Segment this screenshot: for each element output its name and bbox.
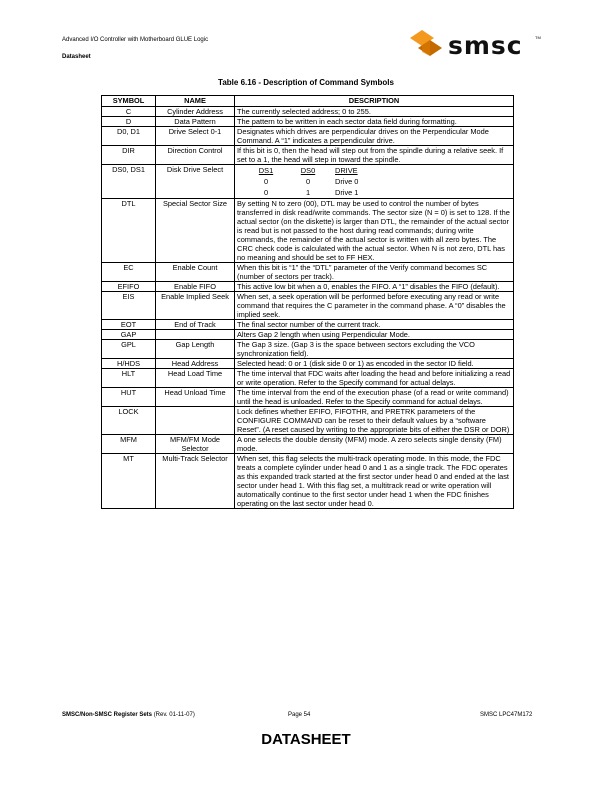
row-symbol: DIR — [102, 146, 156, 165]
row-symbol: C — [102, 107, 156, 117]
row-name — [156, 407, 235, 435]
row-symbol: MT — [102, 454, 156, 509]
row-symbol: HUT — [102, 388, 156, 407]
table-row — [102, 340, 514, 359]
row-name: Head Address — [156, 359, 235, 369]
footer-revision: (Rev. 01-11-07) — [153, 712, 195, 718]
row-name — [156, 330, 235, 340]
row-description: Designates which drives are perpendicular drives on the Perpendicular Mode Command. A “1” indicates a perpendicular drive. — [235, 127, 514, 146]
row-name: Head Load Time — [156, 369, 235, 388]
ds-cell: 0 — [263, 188, 269, 197]
row-description: By setting N to zero (00), DTL may be used to control the number of bytes transferred in disk read/write commands. The sector size (N = 0) is set to 128. If the actual sector (on the diskette) is larger than DTL, the remainder of the actual sector is read but is not passed to the host during read commands; during write commands, the remainder of the actual sector is written with all zero bytes. The CRC check code is calculated with the actual sector. When N is not zero, DTL has no meaning and should be set to FF HEX. — [235, 199, 514, 263]
col-header-description: DESCRIPTION — [235, 96, 514, 107]
row-name: Multi-Track Selector — [156, 454, 235, 509]
ds-cell: Drive 1 — [335, 188, 359, 197]
table-row — [102, 146, 514, 165]
row-description: When set, a seek operation will be performed before executing any read or write command that requires the C parameter in the command phase. A “0” disables the implied seek. — [235, 292, 514, 320]
ds-header-drive: DRIVE — [335, 166, 358, 175]
row-name: Enable FIFO — [156, 282, 235, 292]
row-name: MFM/FM Mode Selector — [156, 435, 235, 454]
table-row — [102, 263, 514, 282]
row-symbol: EOT — [102, 320, 156, 330]
table-row — [102, 320, 514, 330]
row-description — [235, 165, 514, 199]
row-description: The Gap 3 size. (Gap 3 is the space between sectors excluding the VCO synchronization field). — [235, 340, 514, 359]
row-description: The time interval that FDC waits after loading the head and before initializing a read or write operation. Refer to the Specify command for actual delays. — [235, 369, 514, 388]
ds-header-ds0: DS0 — [300, 166, 316, 175]
col-header-name: NAME — [156, 96, 235, 107]
table-row — [102, 199, 514, 263]
row-name: Head Unload Time — [156, 388, 235, 407]
document-type: Datasheet — [62, 54, 91, 60]
ds-cell: Drive 0 — [335, 177, 359, 186]
row-name: Cylinder Address — [156, 107, 235, 117]
col-header-symbol: SYMBOL — [102, 96, 156, 107]
row-name: Disk Drive Select — [156, 165, 235, 199]
smsc-logo-icon — [410, 30, 444, 60]
row-description: The final sector number of the current track. — [235, 320, 514, 330]
row-description: The time interval from the end of the execution phase (of a read or write command) until the head is unloaded. Refer to the Specify command for actual delays. — [235, 388, 514, 407]
row-description: Alters Gap 2 length when using Perpendicular Mode. — [235, 330, 514, 340]
footer-part-number: SMSC LPC47M172 — [480, 712, 533, 718]
document-title: Advanced I/O Controller with Motherboard GLUE Logic — [62, 37, 209, 43]
footer-page-number: Page 54 — [288, 712, 311, 718]
table-row — [102, 407, 514, 435]
row-symbol: DS0, DS1 — [102, 165, 156, 199]
table-row — [102, 107, 514, 117]
footer-section-name: SMSC/Non-SMSC Register Sets — [62, 712, 153, 718]
table-row — [102, 359, 514, 369]
row-description: The currently selected address; 0 to 255. — [235, 107, 514, 117]
command-symbols-table — [101, 95, 514, 509]
footer-datasheet-label: DATASHEET — [261, 731, 351, 748]
row-name: Data Pattern — [156, 117, 235, 127]
table-row — [102, 435, 514, 454]
row-name: Enable Implied Seek — [156, 292, 235, 320]
row-name: Gap Length — [156, 340, 235, 359]
table-row — [102, 454, 514, 509]
logo-wordmark: smsc — [448, 31, 523, 60]
row-symbol: DTL — [102, 199, 156, 263]
table-header-row — [102, 96, 514, 107]
row-symbol: GPL — [102, 340, 156, 359]
row-description: When set, this flag selects the multi-track operating mode. In this mode, the FDC treats a complete cylinder under head 0 and 1 as a single track. The FDC operates as this expanded track started at the first sector under head 0 and ended at the last sector under head 1. With this flag set, a multitrack read or write operation will automatically continue to the first sector under head 1 when the FDC finishes operating on the last sector under head 0. — [235, 454, 514, 509]
row-symbol: MFM — [102, 435, 156, 454]
row-description: If this bit is 0, then the head will step out from the spindle during a relative seek. If set to a 1, the head will step in toward the spindle. — [235, 146, 514, 165]
footer-section-title — [62, 712, 195, 718]
table-row — [102, 330, 514, 340]
smsc-logo — [410, 30, 560, 60]
row-name: Direction Control — [156, 146, 235, 165]
row-name: Special Sector Size — [156, 199, 235, 263]
row-symbol: EIS — [102, 292, 156, 320]
table-row — [102, 127, 514, 146]
row-name: Enable Count — [156, 263, 235, 282]
ds-header-ds1: DS1 — [258, 166, 274, 175]
row-symbol: D0, D1 — [102, 127, 156, 146]
table-title: Table 6.16 - Description of Command Symbols — [218, 78, 394, 87]
table-row — [102, 292, 514, 320]
ds-cell: 0 — [305, 177, 311, 186]
table-row — [102, 388, 514, 407]
table-row — [102, 282, 514, 292]
row-symbol: EFIFO — [102, 282, 156, 292]
row-name: Drive Select 0-1 — [156, 127, 235, 146]
row-symbol: D — [102, 117, 156, 127]
table-row — [102, 369, 514, 388]
drive-select-subtable — [251, 165, 511, 198]
row-symbol: H/HDS — [102, 359, 156, 369]
row-description: Selected head: 0 or 1 (disk side 0 or 1) as encoded in the sector ID field. — [235, 359, 514, 369]
row-description: Lock defines whether EFIFO, FIFOTHR, and PRETRK parameters of the CONFIGURE COMMAND can be reset to their default values by a “software Reset”. (A reset caused by writing to the appropriate bits of either the DSR or DOR) — [235, 407, 514, 435]
row-symbol: HLT — [102, 369, 156, 388]
table-row — [102, 165, 514, 199]
ds-cell: 1 — [305, 188, 311, 197]
row-symbol: LOCK — [102, 407, 156, 435]
logo-trademark: TM — [535, 35, 541, 40]
ds-cell: 0 — [263, 177, 269, 186]
row-description: The pattern to be written in each sector data field during formatting. — [235, 117, 514, 127]
row-symbol: EC — [102, 263, 156, 282]
table-row — [102, 117, 514, 127]
row-description: This active low bit when a 0, enables the FIFO. A “1” disables the FIFO (default). — [235, 282, 514, 292]
row-symbol: GAP — [102, 330, 156, 340]
row-description: When this bit is “1” the “DTL” parameter of the Verify command becomes SC (number of sectors per track). — [235, 263, 514, 282]
row-name: End of Track — [156, 320, 235, 330]
row-description: A one selects the double density (MFM) mode. A zero selects single density (FM) mode. — [235, 435, 514, 454]
